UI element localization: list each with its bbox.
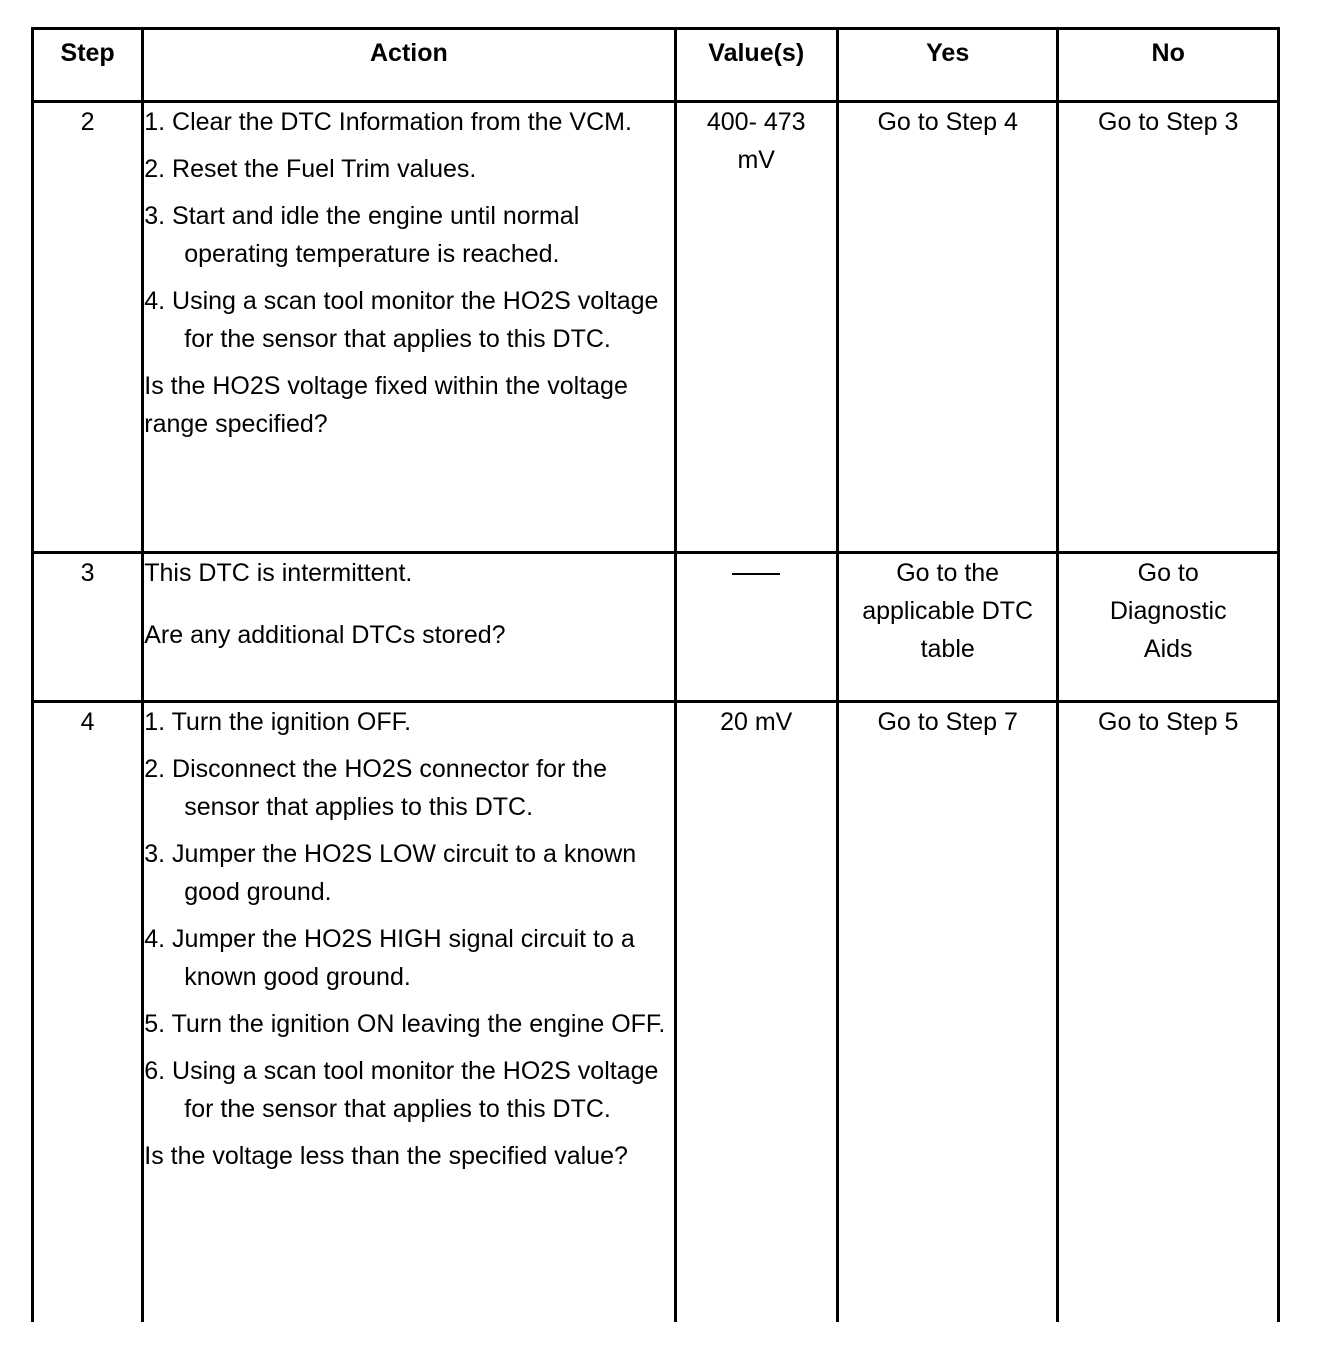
action-item: 2. Reset the Fuel Trim values. bbox=[144, 155, 477, 183]
no-result: Go to Step 5 bbox=[1058, 702, 1279, 1323]
yes-result-text: Go to the applicable DTC table bbox=[862, 559, 1034, 663]
step-number: 2 bbox=[33, 102, 143, 553]
action-list bbox=[144, 703, 673, 1128]
action-list bbox=[144, 103, 673, 358]
action-question: Is the voltage less than the specified value? bbox=[144, 1142, 628, 1170]
step-number: 3 bbox=[33, 553, 143, 702]
yes-result: Go to Step 7 bbox=[837, 702, 1058, 1323]
yes-result: Go to Step 4 bbox=[837, 102, 1058, 553]
action-item: 4. Using a scan tool monitor the HO2S voltage for the sensor that applies to this DTC. bbox=[144, 287, 659, 353]
action-item: 5. Turn the ignition ON leaving the engine OFF. bbox=[144, 1010, 666, 1038]
no-result: Go to Step 3 bbox=[1058, 102, 1279, 553]
header-no: No bbox=[1058, 29, 1279, 102]
action-item: 6. Using a scan tool monitor the HO2S voltage for the sensor that applies to this DTC. bbox=[144, 1057, 659, 1123]
table-row bbox=[33, 553, 1279, 702]
step-number: 4 bbox=[33, 702, 143, 1323]
action-question: Are any additional DTCs stored? bbox=[144, 621, 506, 649]
action-question: Is the HO2S voltage fixed within the voltage range specified? bbox=[144, 372, 628, 438]
no-result bbox=[1058, 553, 1279, 702]
action-item: 4. Jumper the HO2S HIGH signal circuit to a known good ground. bbox=[144, 925, 635, 991]
action-item: 2. Disconnect the HO2S connector for the sensor that applies to this DTC. bbox=[144, 755, 607, 821]
header-yes: Yes bbox=[837, 29, 1058, 102]
no-result-text: Go to Diagnostic Aids bbox=[1109, 559, 1227, 663]
value-dash bbox=[732, 573, 780, 575]
header-action: Action bbox=[143, 29, 675, 102]
action-cell bbox=[143, 702, 675, 1323]
header-values: Value(s) bbox=[675, 29, 837, 102]
table-row bbox=[33, 702, 1279, 1323]
action-item: 3. Jumper the HO2S LOW circuit to a known good ground. bbox=[144, 840, 637, 906]
table-row bbox=[33, 102, 1279, 553]
action-cell bbox=[143, 102, 675, 553]
diagnostic-document bbox=[31, 27, 1280, 1322]
action-item: 1. Clear the DTC Information from the VCM. bbox=[144, 108, 632, 136]
action-cell bbox=[143, 553, 675, 702]
value-cell bbox=[675, 102, 837, 553]
action-statement: This DTC is intermittent. bbox=[144, 559, 413, 587]
value-cell bbox=[675, 553, 837, 702]
table-header-row bbox=[33, 29, 1279, 102]
action-item: 3. Start and idle the engine until normal operating temperature is reached. bbox=[144, 202, 580, 268]
action-item: 1. Turn the ignition OFF. bbox=[144, 708, 412, 736]
diagnostic-table bbox=[31, 27, 1280, 1322]
value-cell: 20 mV bbox=[675, 702, 837, 1323]
header-step: Step bbox=[33, 29, 143, 102]
yes-result bbox=[837, 553, 1058, 702]
value-text: 400- 473 mV bbox=[706, 108, 806, 174]
